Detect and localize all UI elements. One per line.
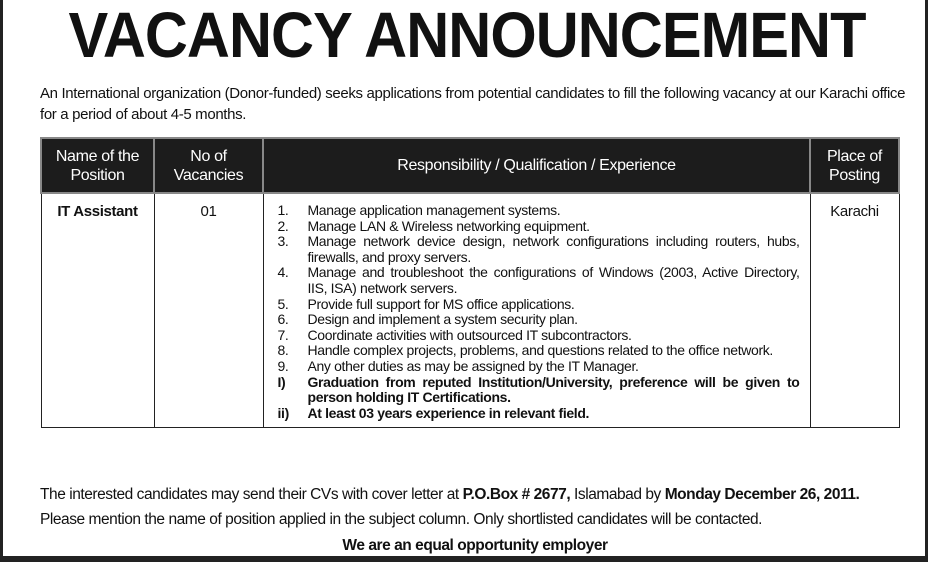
item-number: I) [277,373,286,390]
apply-instructions [40,486,910,504]
item-text: Design and implement a system security plan. [307,311,578,328]
table-header-row [41,138,899,193]
list-item [270,406,800,422]
item-text: Manage and troubleshoot the configurations of Windows (2003, Active Directory, IIS, ISA) network servers. [307,264,800,296]
item-number: 9. [277,357,289,374]
apply-text: The interested candidates may send their CVs with cover letter at [40,486,463,503]
vacancy-table [40,137,900,428]
table-row [41,193,899,428]
list-item [270,234,800,265]
list-item [270,328,800,344]
list-item [270,312,800,328]
list-item [270,203,800,219]
item-text: Any other duties as may be assigned by the IT Manager. [307,357,639,374]
item-number: 2. [277,217,289,234]
list-item [270,375,800,406]
item-text: Graduation from reputed Institution/University, preference will be given to person holding IT Certifications. [307,373,800,406]
item-text: Manage network device design, network configurations including routers, hubs, firewalls, and proxy servers. [307,233,800,265]
item-number: 7. [277,326,289,343]
subject-note: Please mention the name of position applied in the subject column. Only shortlisted candidates will be contacted. [40,511,763,528]
equal-opportunity: We are an equal opportunity employer [342,537,608,554]
header-vacancies: No of Vacancies [154,138,263,193]
item-text: Handle complex projects, problems, and questions related to the office network. [307,342,773,359]
item-text: At least 03 years experience in relevant field. [307,404,590,421]
header-posting: Place of Posting [810,138,899,193]
posting-cell: Karachi [810,193,899,428]
item-number: 6. [277,311,289,328]
position-cell: IT Assistant [41,193,154,428]
header-responsibility: Responsibility / Qualification / Experience [263,138,810,193]
list-item [270,265,800,296]
vacancies-cell: 01 [154,193,263,428]
deadline: Monday December 26, 2011. [664,486,860,503]
item-number: 3. [277,233,289,250]
item-text: Manage application management systems. [307,202,561,218]
intro-text: An International organization (Donor-funded) seeks applications from potential candidates to fill the following vacancy at our Karachi office for a period of about 4-5 months. [40,85,906,123]
item-text: Provide full support for MS office applications. [307,295,575,312]
apply-text-2: Islamabad by [570,486,665,503]
item-text: Coordinate activities with outsourced IT subcontractors. [307,326,632,343]
item-number: ii) [277,404,289,421]
list-item [270,359,800,375]
list-item [270,219,800,235]
header-position: Name of the Position [41,138,154,193]
item-number: 5. [277,295,289,312]
item-text: Manage LAN & Wireless networking equipment. [307,217,590,234]
item-number: 8. [277,342,289,359]
list-item [270,297,800,313]
item-number: 4. [277,264,289,281]
item-number: 1. [277,202,289,218]
responsibility-list [270,203,804,421]
list-item [270,343,800,359]
po-box: P.O.Box # 2677, [462,486,571,503]
responsibility-cell [263,193,810,428]
page-title: VACANCY ANNOUNCEMENT [68,0,866,71]
